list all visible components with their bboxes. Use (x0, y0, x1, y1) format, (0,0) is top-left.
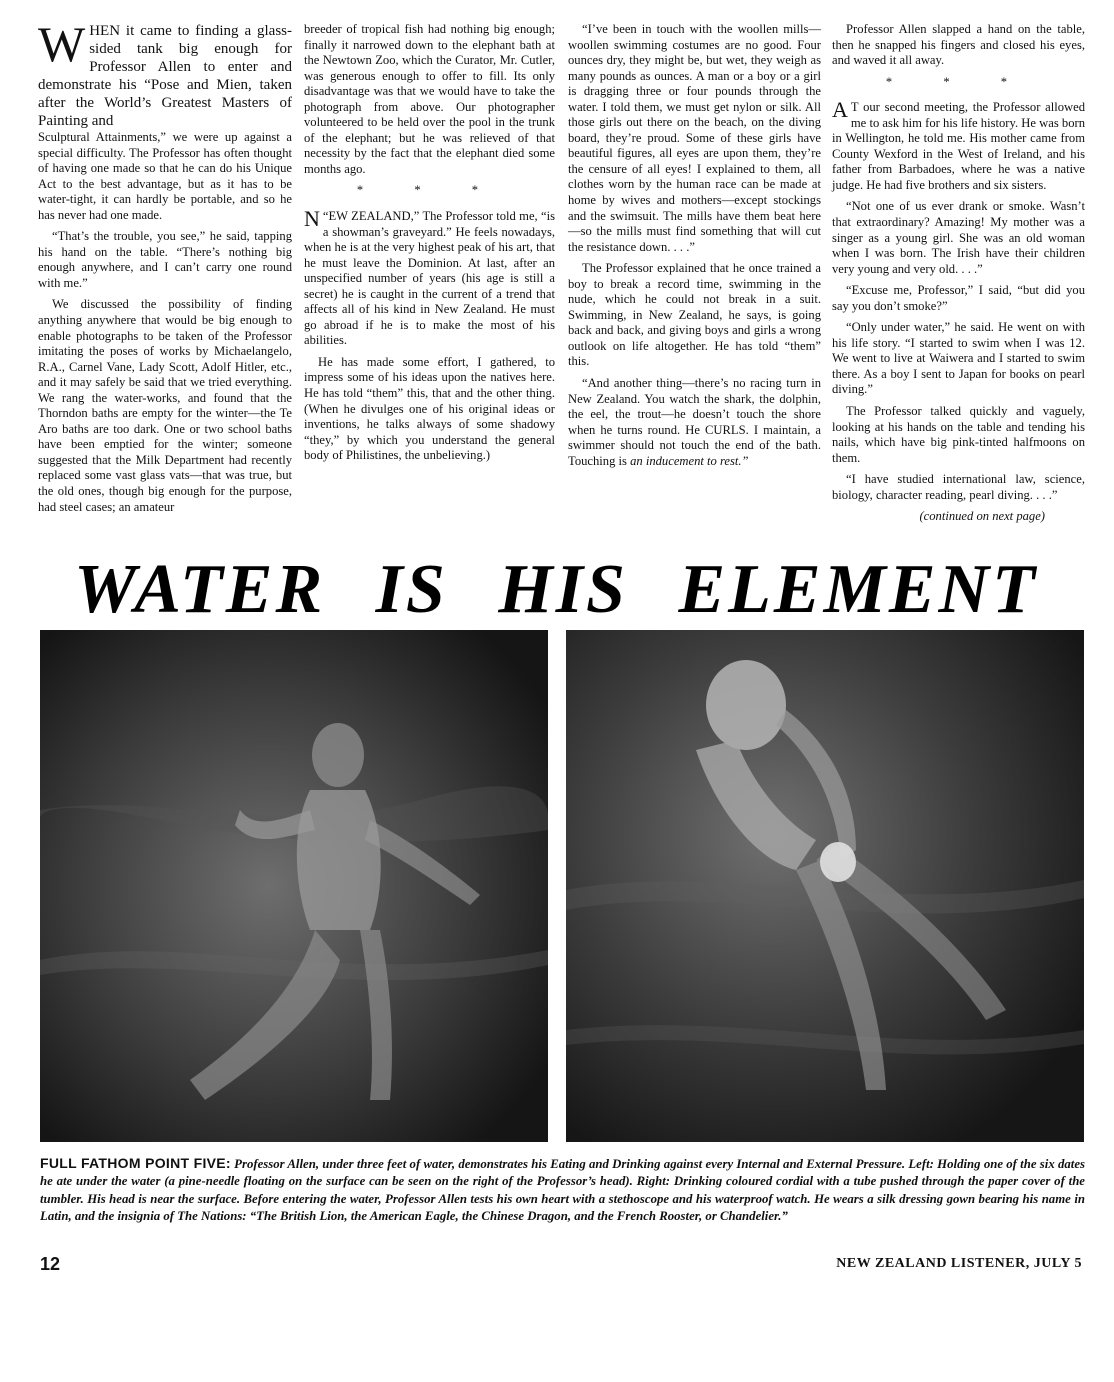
paragraph-section-open (304, 206, 555, 349)
paragraph: “Not one of us ever drank or smoke. Wasn’t that extraordinary? Amazing! My mother was a singer as a young girl. She was an old woman when I was born. The Irish have their children very young and very old. . . .” (832, 199, 1085, 276)
paragraph: “I’ve been in touch with the woollen mills—woollen swimming costumes are no good. Four ounces dry, they might be, but wet, they weigh as many pounds as ounces. A man or a boy or a girl is dragging three or four pounds through the water. I told them, we must get nylon or silk. All those girls out there on the beach, on the diving board, they’re proud. Some of these girls have beautiful figures, all eyes are upon them, they’re the censure of all eyes! I explained to them, all clothes worn by the human race can be made at home by wives and mothers—except stockings and the swimsuit. The mills have them beat here—so the mills must find something that will cut the resistance down. . . .” (568, 22, 821, 254)
paragraph: We discussed the possibility of finding anything anywhere that would be big enough to enable photographs to be taken of the Professor imitating the poses of works by Michaelangelo, R.A., Carnel Vane, Lady Scott, Adolf Hitler, etc., and it may safely be said that we tried everything. We rang the water-works, and found that the Thorndon baths are empty for the winter—the Te Aro baths are too dark. One or two school baths have been emptied for the winter; someone suggested that the Milk Department had recently replaced some vast glass vats—that was true, but the old ones, though big enough for the purpose, had steel cases; an amateur (38, 297, 292, 514)
publication-footer: NEW ZEALAND LISTENER, JULY 5 (836, 1256, 1082, 1271)
article-column-4 (832, 22, 1085, 531)
opening-text: HEN it came to finding a glass-sided tank big enough for Professor Allen to enter and demonstrate his “Pose and Mien, taken after the World’s Greatest Masters of Painting and (38, 23, 292, 129)
headline: WATER IS HIS ELEMENT (74, 551, 1038, 628)
italic-text: an inducement to rest (630, 453, 739, 468)
drop-cap: W (38, 16, 86, 72)
paragraph: The Professor explained that he once trained a boy to break a record time, swimming in the nude, which he could not break in a suit. Swimming, in New Zealand, he says, is going back and back, and giving boys and girls a wrong outlook on life altogether. He has told “them” this. (568, 261, 821, 369)
paragraph-section-open (832, 97, 1085, 193)
closing-quote: .” (738, 453, 749, 468)
paragraph: Professor Allen slapped a hand on the table, then he snapped his fingers and closed his eyes, and waved it all away. (832, 22, 1085, 68)
drop-cap: N (304, 206, 320, 232)
section-divider: * * * (356, 183, 503, 198)
paragraph: Sculptural Attainments,” we were up against a special difficulty. The Professor has often thought of having one made so that he can do his Unique Act to the best advantage, but as it has to be water-tight, it can hardly be portable, and so he has never had one made. (38, 130, 292, 222)
photo-left-underwater-eating (40, 630, 548, 1142)
paragraph-opening (38, 16, 292, 130)
article-column-2 (304, 22, 555, 470)
continued-note: (continued on next page) (919, 509, 1045, 524)
paragraph: “That’s the trouble, you see,” he said, tapping his hand on the table. “There’s nothing big enough anywhere, and I can’t carry one round with me.” (38, 229, 292, 290)
paragraph (568, 376, 821, 469)
drop-cap: A (832, 97, 848, 123)
open-quote: “ (322, 209, 329, 224)
paragraph: “Excuse me, Professor,” I said, “but did you say you don’t smoke?” (832, 283, 1085, 313)
paragraph-text: “And another thing—there’s no racing turn in New Zealand. You watch the shark, the dolphin, the eel, the trout—he doesn’t touch the shore when he turns round. He CURLS. I maintain, a swimmer should not touch the end of the bath. Touching is (568, 376, 821, 468)
underwater-photo-left (40, 630, 548, 1142)
caption-title: FULL FATHOM POINT FIVE: (40, 1155, 231, 1171)
photo-right-underwater-drinking (566, 630, 1084, 1142)
page-number: 12 (40, 1254, 61, 1274)
photo-caption (40, 1155, 1085, 1225)
section-divider: * * * (885, 74, 1032, 89)
underwater-photo-right (566, 630, 1084, 1142)
paragraph: “Only under water,” he said. He went on with his life story. “I started to swim when I was 12. We went to live at Waiwera and I started to swim there. As a boy I sent to Japan for books on pearl diving.” (832, 320, 1085, 397)
caption-text: Professor Allen, under three feet of water, demonstrates his Eating and Drinking against every Internal and External Pressure. Left: Holding one of the six dates he ate under the water (a pine-needle floating on the surface can be seen on the right of the Professor’s head). Right: Drinking coloured cordial with a tube pushed through the paper cover of the tumbler. His head is near the surface. Before entering the water, Professor Allen tests his own heart with a stethoscope and his waterproof watch. He wears a silk dressing gown bearing his name in Latin, and the insignia of The Nations: “The British Lion, the American Eagle, the Chinese Dragon, and the French Rooster, or Chandelier.” (40, 1157, 1085, 1223)
paragraph: He has made some effort, I gathered, to impress some of his ideas upon the natives here. He has told “them” this, that and the other thing. (When he divulges one of his original ideas or inventions, he talks always of some shadowy “they,” by which you understand the general body of Philistines, the unbelieving.) (304, 354, 555, 463)
article-column-3 (568, 22, 821, 475)
article-column-1 (38, 16, 292, 521)
section-text: T our second meeting, the Professor allowed me to ask him for his life history. He was born in Wellington, he told me. His mother came from County Wexford in the West of Ireland, and his father from Barbadoes, where he was a native judge. He had five brothers and six sisters. (832, 100, 1085, 192)
paragraph: “I have studied international law, science, biology, character reading, pearl diving. . . .” (832, 472, 1085, 502)
section-text: EW ZEALAND,” The Professor told me, “is a showman’s graveyard.” He feels nowadays, when he is at the very highest peak of his art, that he must leave the Dominion. At last, after an unspecified number of years (his age is still a secret) he is caught in the current of a trend that affects all of his kind in New Zealand. He must go abroad if he is to make the most of his abilities. (304, 209, 555, 348)
paragraph: breeder of tropical fish had nothing big enough; finally it narrowed down to the elephant bath at the Newtown Zoo, which the Curator, Mr. Cutler, was generous enough to offer to fill. Its only disadvantage was that we would have to take the photograph from above. Our photographer volunteered to be held over the pool in the trunk of the elephant; but he was relieved of that necessity by the fact that the elephant died some months ago. (304, 22, 555, 176)
paragraph: The Professor talked quickly and vaguely, looking at his hands on the table and tending his nails, which have big pink-tinted halfmoons on them. (832, 404, 1085, 465)
